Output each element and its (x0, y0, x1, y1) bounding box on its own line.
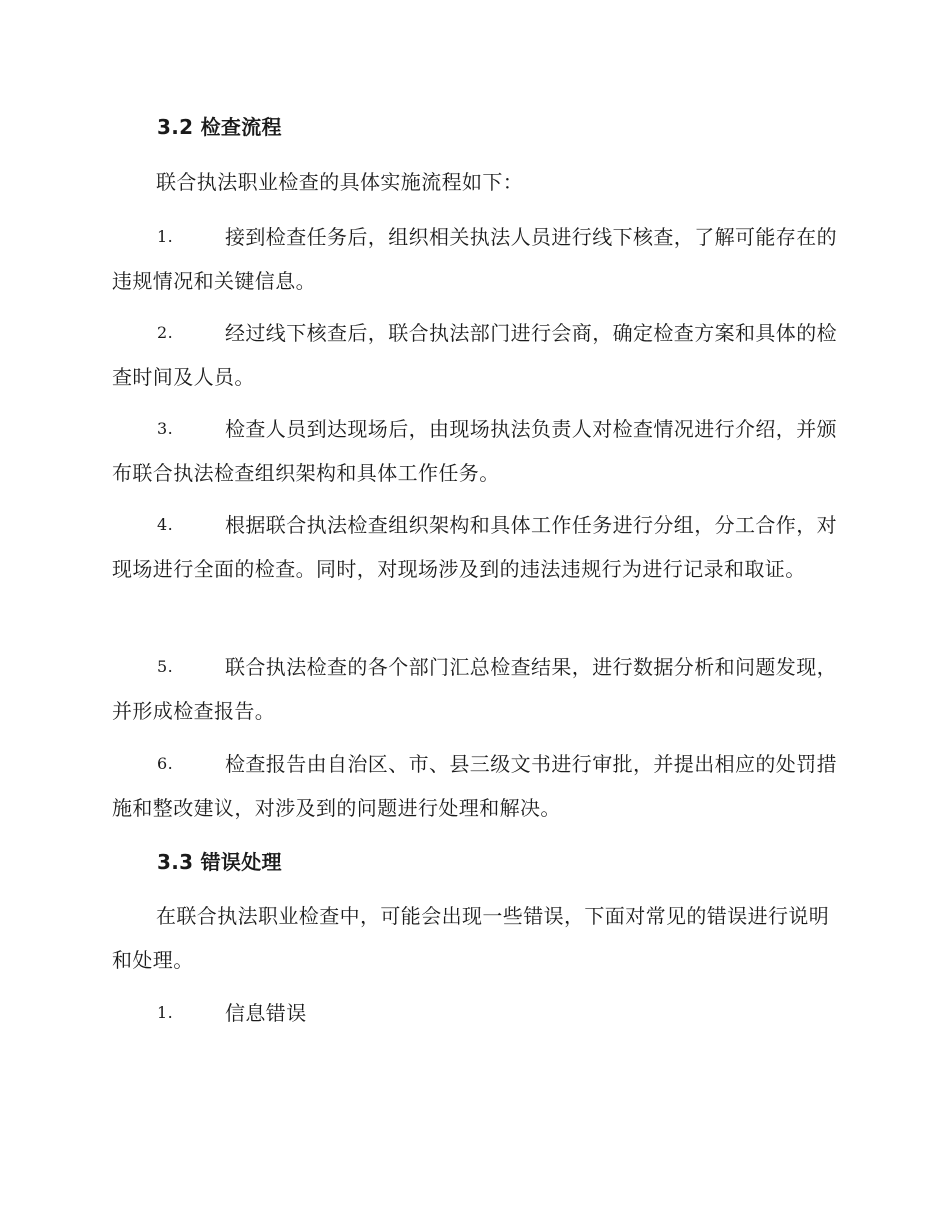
list-item-text: 根据联合执法检查组织架构和具体工作任务进行分组，分工合作，对现场进行全面的检查。同时，对现场涉及到的违法违规行为进行记录和取证。 (112, 513, 837, 581)
list-item-number: 6. (157, 754, 174, 773)
list-item-text: 联合执法检查的各个部门汇总检查结果，进行数据分析和问题发现，并形成检查报告。 (112, 655, 837, 723)
list-item-number: 3. (157, 419, 174, 438)
list-item-text: 接到检查任务后，组织相关执法人员进行线下核查，了解可能存在的违规情况和关键信息。 (112, 225, 837, 293)
list-item (112, 742, 837, 830)
list-item (112, 215, 837, 303)
list-item-number: 1. (157, 1003, 174, 1022)
section-intro-3-3: 在联合执法职业检查中，可能会出现一些错误，下面对常见的错误进行说明和处理。 (112, 904, 830, 972)
list-item-number: 5. (157, 657, 174, 676)
list-item-text: 检查人员到达现场后，由现场执法负责人对检查情况进行介绍，并颁布联合执法检查组织架构和具体工作任务。 (112, 417, 837, 485)
list-item (112, 503, 837, 591)
list-item-text: 经过线下核查后，联合执法部门进行会商，确定检查方案和具体的检查时间及人员。 (112, 321, 837, 389)
list-item (112, 645, 837, 733)
section-heading-3-2: 3.2 检查流程 (157, 115, 282, 139)
list-item-text: 检查报告由自治区、市、县三级文书进行审批，并提出相应的处罚措施和整改建议，对涉及到的问题进行处理和解决。 (112, 752, 837, 820)
list-item (112, 311, 837, 399)
list-item-number: 2. (157, 323, 174, 342)
list-item (112, 991, 837, 1035)
section-heading-3-3: 3.3 错误处理 (157, 850, 282, 874)
list-item-number: 1. (157, 227, 174, 246)
list-item-text: 信息错误 (225, 1001, 307, 1025)
list-item (112, 407, 837, 495)
list-item-number: 4. (157, 515, 174, 534)
section-intro-3-2: 联合执法职业检查的具体实施流程如下： (156, 170, 524, 194)
